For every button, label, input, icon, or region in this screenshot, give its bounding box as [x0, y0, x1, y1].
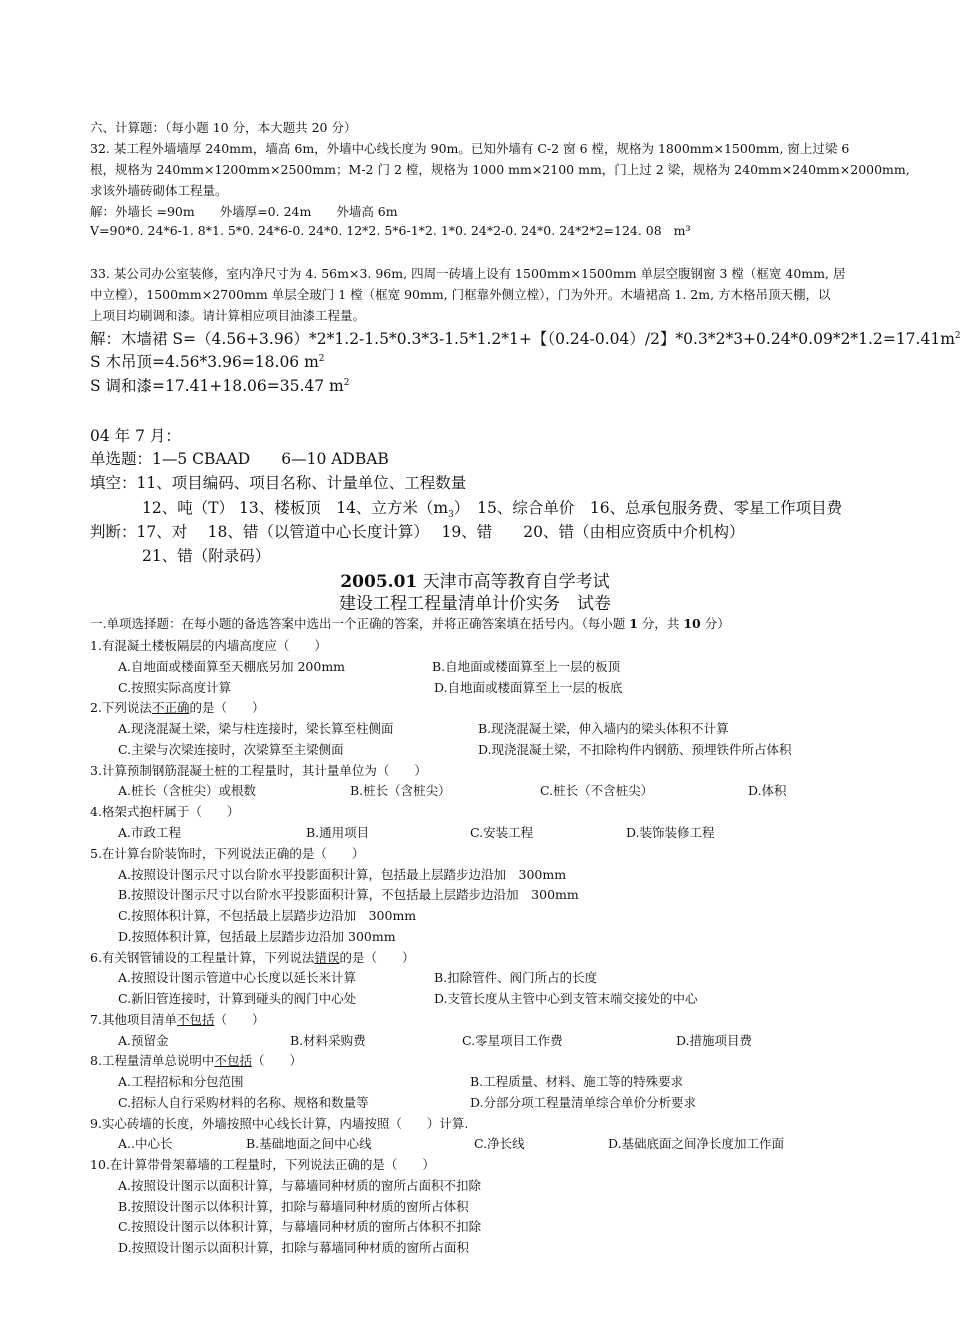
q2-stem-underlined: 不正确: [151, 700, 190, 715]
q8-stem-underlined: 不包括: [214, 1053, 252, 1068]
q10-option-c: C.按照设计图示以体积计算，与幕墙同种材质的窗所占体积不扣除: [118, 1219, 482, 1234]
q32-formula: V=90*0. 24*6-1. 8*1. 5*0. 24*6-0. 24*0. 12*2. 5*6-1*2. 1*0. 24*2-0. 24*0. 24*2*2=124. 08: [90, 223, 662, 238]
q10-option-d: D.按照设计图示以面积计算，扣除与幕墙同种材质的窗所占面积: [118, 1240, 470, 1255]
q3-option-d: D.体积: [748, 783, 787, 798]
q6-option-a: A.按照设计图示管道中心长度以延长米计算: [118, 970, 357, 985]
q33-solution-line3: [90, 374, 350, 396]
q1-option-b: B.自地面或楼面算至上一层的板顶: [432, 659, 621, 674]
answers04-heading: 04 年 7 月：: [90, 427, 181, 445]
q3-option-a: A.桩长（含桩尖）或根数: [118, 783, 257, 798]
q2-option-d: D.现浇混凝土梁，不扣除构件内钢筋、预埋铁件所占体积: [478, 742, 792, 757]
q32-line2: 根，规格为 240mm×1200mm×2500mm；M-2 门 2 樘，规格为 1000 mm×2100 mm，门上过 2 梁，规格为 240mm×240mm×2000mm,: [90, 162, 910, 177]
answers04-fill2-part1: 12、吨（T） 13、楼板顶 14、立方米（m: [142, 499, 449, 517]
q2-stem-part2: 的是（ ）: [189, 700, 265, 715]
answers04-fill2-sub: 3: [448, 510, 454, 521]
answers04-judge2: 21、错（附录码）: [142, 547, 271, 565]
q6-option-b: B.扣除管件、阀门所占的长度: [434, 970, 598, 985]
q4-option-b: B.通用项目: [306, 825, 370, 840]
q33-line3: 上项目均刷调和漆。请计算相应项目油漆工程量。: [90, 308, 366, 323]
q33-paint-total-sup: 2: [343, 377, 350, 388]
exam-title-line2: 建设工程工程量清单计价实务 试卷: [339, 594, 611, 614]
q8-stem: [90, 1051, 302, 1069]
q1-option-c: C.按照实际高度计算: [118, 680, 232, 695]
q33-wood-ceiling: S 木吊顶=4.56*3.96=18.06 m: [90, 353, 319, 371]
answers04-fill2-part2: ） 15、综合单价 16、总承包服务费、零星工作项目费: [453, 499, 843, 517]
q8-option-a: A.工程招标和分包范围: [118, 1074, 244, 1089]
exam-title-date: 2005.01: [340, 572, 418, 592]
section1-heading-part1: 一.单项选择题：在每小题的备选答案中选出一个正确的答案，并将正确答案填在括号内。（每小题: [90, 616, 630, 631]
answers04-fill1: 填空：11、项目编码、项目名称、计量单位、工程数量: [90, 474, 467, 492]
section1-heading: [90, 614, 730, 632]
exam-title-name: 天津市高等教育自学考试: [417, 572, 610, 592]
q8-stem-part2: （ ）: [251, 1053, 302, 1068]
q8-stem-part1: 8.工程量清单总说明中: [90, 1053, 215, 1068]
section1-heading-total: 10: [683, 616, 701, 631]
q6-stem-underlined: 错误: [314, 950, 340, 965]
q4-stem: 4.格架式抱杆属于（ ）: [90, 804, 240, 819]
q8-option-c: C.招标人自行采购材料的名称、规格和数量等: [118, 1095, 369, 1110]
q5-stem: 5.在计算台阶装饰时，下列说法正确的是（ ）: [90, 846, 365, 861]
q10-option-a: A.按照设计图示以面积计算，与幕墙同种材质的窗所占面积不扣除: [118, 1178, 482, 1193]
q33-solution-formula: 解：木墙裙 S=（4.56+3.96）*2*1.2-1.5*0.3*3-1.5*1.2*1+【（0.24-0.04）/2】*0.3*2*3+0.24*0.09*2*1.2=17.41m: [90, 330, 955, 348]
q33-solution-line2: [90, 350, 325, 372]
q9-option-b: B.基础地面之间中心线: [246, 1136, 372, 1151]
q33-solution-sup: 2: [954, 330, 961, 341]
q7-stem-part2: （ ）: [214, 1012, 265, 1027]
q32-unit: m³: [673, 223, 691, 238]
q7-option-a: A.预留金: [118, 1033, 169, 1048]
q33-wood-ceiling-sup: 2: [318, 353, 325, 364]
q7-stem-part1: 7.其他项目清单: [90, 1012, 177, 1027]
section1-heading-part3: 分）: [700, 616, 730, 631]
q32-line1: 32. 某工程外墙墙厚 240mm，墙高 6m，外墙中心线长度为 90m。已知外墙有 C-2 窗 6 樘，规格为 1800mm×1500mm, 窗上过梁 6: [90, 141, 850, 156]
section1-heading-score: 1: [629, 616, 638, 631]
q33-line1: 33. 某公司办公室装修，室内净尺寸为 4. 56m×3. 96m, 四周一砖墙上设有 1500mm×1500mm 单层空腹钢窗 3 樘（框宽 40mm, 居: [90, 266, 846, 281]
q4-option-c: C.安装工程: [470, 825, 534, 840]
q7-stem-underlined: 不包括: [176, 1012, 215, 1027]
q6-option-d: D.支管长度从主管中心到支管末端交接处的中心: [434, 991, 698, 1006]
q3-stem: 3.计算预制钢筋混凝土桩的工程量时，其计量单位为（ ）: [90, 763, 427, 778]
q6-stem-part1: 6.有关钢管铺设的工程量计算，下列说法: [90, 950, 315, 965]
q7-option-d: D.措施项目费: [676, 1033, 753, 1048]
q5-option-c: C.按照体积计算，不包括最上层踏步边沿加 300mm: [118, 908, 417, 923]
q5-option-b: B.按照设计图示尺寸以台阶水平投影面积计算，不包括最上层踏步边沿加 300mm: [118, 887, 579, 902]
q6-stem: [90, 948, 414, 966]
section6-heading: 六、计算题：（每小题 10 分，本大题共 20 分）: [90, 120, 357, 135]
q1-option-d: D.自地面或楼面算至上一层的板底: [434, 680, 623, 695]
q33-line2: 中立樘），1500mm×2700mm 单层全玻门 1 樘（框宽 90mm, 门框靠外侧立樘），门为外开。木墙裙高 1. 2m, 方木格吊顶天棚，以: [90, 287, 831, 302]
q1-stem: 1.有混凝土楼板隔层的内墙高度应（ ）: [90, 638, 327, 653]
q4-option-a: A.市政工程: [118, 825, 182, 840]
q2-stem: [90, 698, 264, 716]
section1-heading-part2: 分，共: [637, 616, 684, 631]
q32-solution-line1: 解：外墙长 =90m 外墙厚=0. 24m 外墙高 6m: [90, 204, 398, 219]
q9-option-d: D.基础底面之间净长度加工作面: [608, 1136, 785, 1151]
q2-option-b: B.现浇混凝土梁，伸入墙内的梁头体积不计算: [478, 721, 729, 736]
q10-option-b: B.按照设计图示以体积计算，扣除与幕墙同种材质的窗所占体积: [118, 1199, 469, 1214]
q7-stem: [90, 1010, 264, 1028]
q10-stem: 10.在计算带骨架幕墙的工程量时，下列说法正确的是（ ）: [90, 1157, 435, 1172]
q5-option-a: A.按照设计图示尺寸以台阶水平投影面积计算，包括最上层踏步边沿加 300mm: [118, 867, 567, 882]
answers04-fill2: [142, 496, 842, 520]
q7-option-c: C.零星项目工作费: [462, 1033, 563, 1048]
q33-solution-line1: [90, 327, 961, 349]
q32-solution-line2: [90, 223, 691, 238]
q6-option-c: C.新旧管连接时，计算到碰头的阀门中心处: [118, 991, 357, 1006]
q4-option-d: D.装饰装修工程: [626, 825, 715, 840]
q2-option-a: A.现浇混凝土梁，梁与柱连接时，梁长算至柱侧面: [118, 721, 394, 736]
q1-option-a: A.自地面或楼面算至天棚底另加 200mm: [118, 659, 346, 674]
q9-stem: 9.实心砖墙的长度，外墙按照中心线长计算，内墙按照（ ）计算.: [90, 1116, 469, 1131]
q6-stem-part2: 的是（ ）: [339, 950, 415, 965]
q2-stem-part1: 2.下列说法: [90, 700, 152, 715]
q9-option-a: A..中心长: [118, 1136, 173, 1151]
q32-line3: 求该外墙砖砌体工程量。: [90, 183, 228, 198]
q7-option-b: B.材料采购费: [290, 1033, 366, 1048]
q8-option-d: D.分部分项工程量清单综合单价分析要求: [470, 1095, 697, 1110]
answers04-single: 单选题：1—5 CBAAD 6—10 ADBAB: [90, 450, 389, 468]
answers04-judge1: 判断：17、对 18、错（以管道中心长度计算） 19、错 20、错（由相应资质中介机构）: [90, 523, 745, 541]
q3-option-c: C.桩长（不含桩尖）: [540, 783, 654, 798]
q5-option-d: D.按照体积计算，包括最上层踏步边沿加 300mm: [118, 929, 396, 944]
q3-option-b: B.桩长（含桩尖）: [350, 783, 451, 798]
q2-option-c: C.主梁与次梁连接时，次梁算至主梁侧面: [118, 742, 344, 757]
q33-paint-total: S 调和漆=17.41+18.06=35.47 m: [90, 377, 344, 395]
q9-option-c: C.净长线: [474, 1136, 525, 1151]
q8-option-b: B.工程质量、材料、施工等的特殊要求: [470, 1074, 684, 1089]
